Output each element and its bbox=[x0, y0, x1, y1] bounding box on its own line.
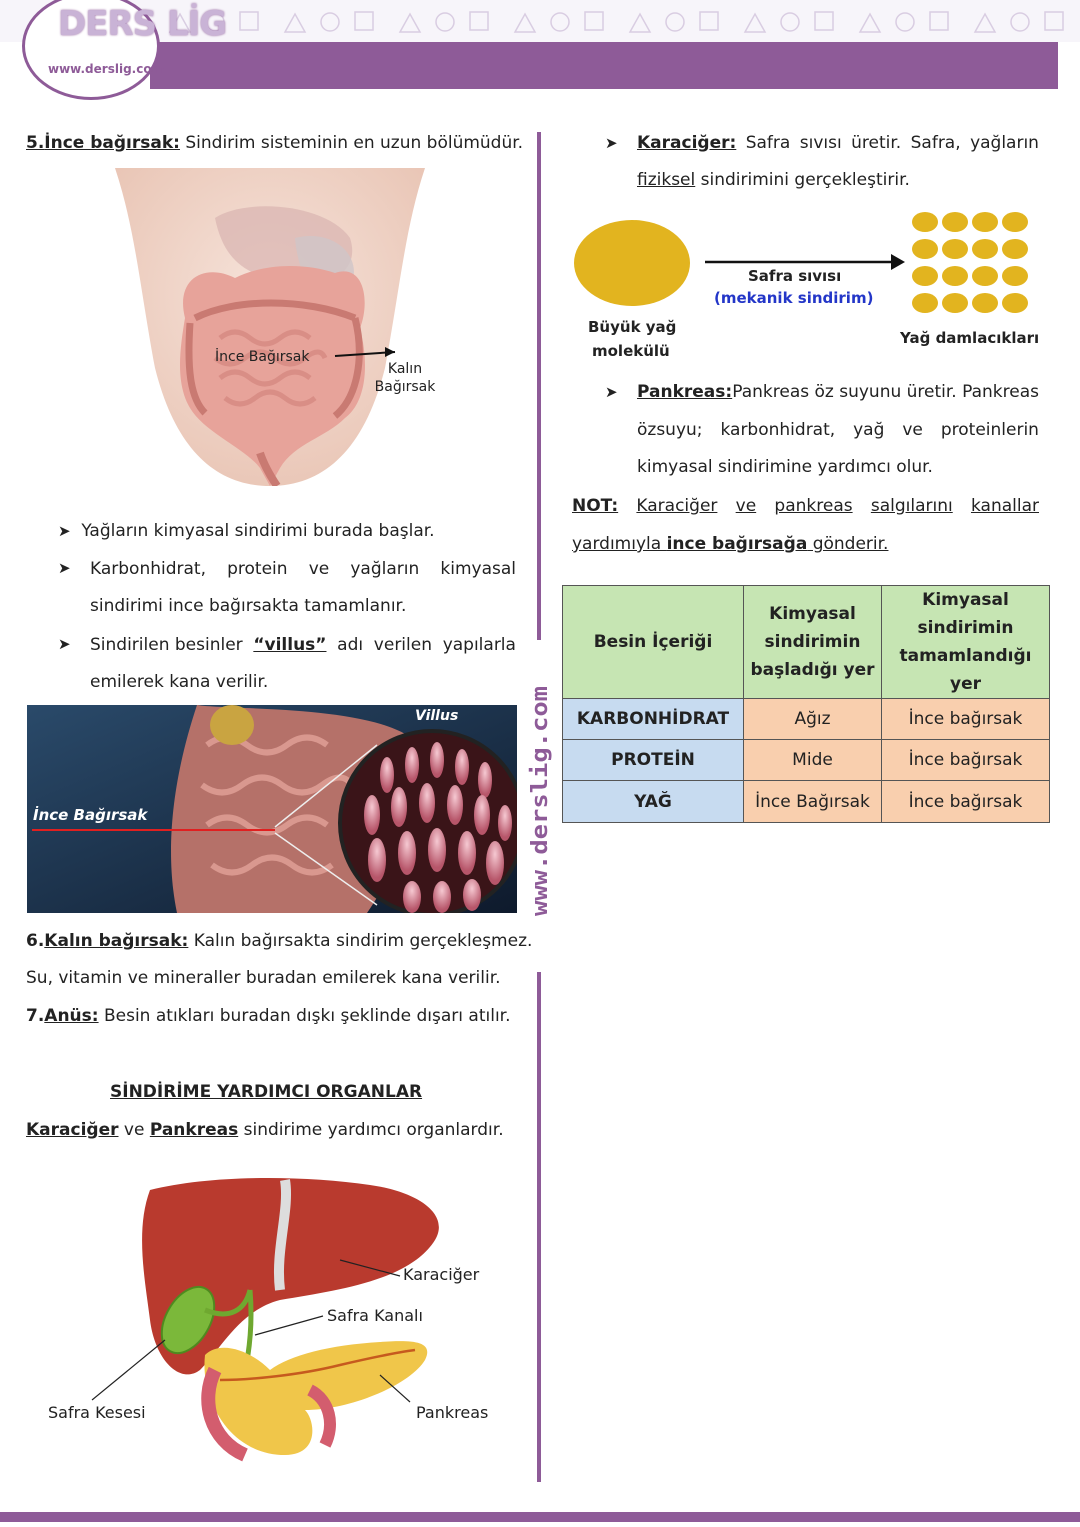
header-end: Kimyasal sindirimin tamamlandığı yer bbox=[882, 586, 1050, 699]
logo-url: www.derslig.com bbox=[48, 62, 165, 76]
bullet-fat-digestion: ➤ Yağların kimyasal sindirimi burada başlar. bbox=[58, 521, 435, 541]
table-row: PROTEİN Mide İnce bağırsak bbox=[563, 740, 1050, 781]
column-divider-bottom bbox=[537, 972, 541, 1482]
column-divider-top bbox=[537, 132, 541, 640]
pancreas-bullet-line3: kimyasal sindirimine yardımcı olur. bbox=[637, 457, 933, 477]
bile-arrow-label: Safra sıvısı bbox=[748, 267, 842, 285]
fig2-villus-label: Villus bbox=[415, 708, 459, 724]
doodle-pattern bbox=[160, 2, 1080, 42]
liver-pancreas-illustration bbox=[40, 1170, 510, 1470]
fig1-small-intestine-label: İnce Bağırsak bbox=[215, 349, 310, 365]
fat-molecule-shape bbox=[574, 220, 690, 306]
bullet-arrow-icon: ➤ bbox=[58, 522, 71, 540]
big-fat-label-line2: molekülü bbox=[592, 342, 670, 360]
bullet-digestion-complete-line2: sindirimi ince bağırsakta tamamlanır. bbox=[90, 596, 407, 616]
large-intestine-line2: Su, vitamin ve mineraller buradan emilerek kana verilir. bbox=[26, 968, 501, 988]
fig3-bile-duct-label: Safra Kanalı bbox=[327, 1306, 423, 1325]
anus-line: 7.Anüs: Besin atıkları buradan dışkı şeklinde dışarı atılır. bbox=[26, 1006, 511, 1026]
digestion-table bbox=[562, 585, 1050, 823]
note-line1: NOT: Karaciğer ve pankreas salgılarını kanallar bbox=[572, 496, 1039, 516]
note-line2: yardımıyla ince bağırsağa gönderir. bbox=[572, 534, 889, 554]
svg-text:www.derslig.com: www.derslig.com bbox=[528, 717, 553, 916]
small-intestine-heading: 5.İnce bağırsak: Sindirim sisteminin en uzun bölümüdür. bbox=[26, 133, 524, 153]
bullet-arrow-icon: ➤ bbox=[58, 635, 71, 653]
fig1-large-intestine-label: Kalın Bağırsak bbox=[374, 361, 436, 395]
liver-bullet-line2: fiziksel sindirimini gerçekleştirir. bbox=[637, 170, 910, 190]
bile-arrow-sublabel: (mekanik sindirim) bbox=[714, 289, 874, 307]
watermark-text bbox=[520, 682, 560, 918]
table-row: KARBONHİDRAT Ağız İnce bağırsak bbox=[563, 699, 1050, 740]
fig3-liver-label: Karaciğer bbox=[403, 1265, 480, 1284]
bullet-arrow-icon: ➤ bbox=[58, 559, 71, 577]
fat-droplets bbox=[912, 212, 1028, 313]
bullet-villus-line2: emilerek kana verilir. bbox=[90, 672, 269, 692]
table-header-row bbox=[563, 586, 1050, 699]
fig2-small-intestine-label: İnce Bağırsak bbox=[33, 806, 148, 824]
bullet-arrow-icon: ➤ bbox=[605, 134, 618, 152]
helper-organs-heading: SİNDİRİME YARDIMCI ORGANLAR bbox=[110, 1082, 423, 1102]
fig3-pancreas-label: Pankreas bbox=[416, 1403, 489, 1422]
large-intestine-heading: 6.Kalın bağırsak: Kalın bağırsakta sindirim gerçekleşmez. bbox=[26, 931, 533, 951]
header-start: Kimyasal sindirimin başladığı yer bbox=[744, 586, 882, 699]
bullet-arrow-icon: ➤ bbox=[605, 383, 618, 401]
pancreas-bullet-line2: özsuyu; karbonhidrat, yağ ve proteinlerin bbox=[637, 420, 1039, 440]
header-nutrient: Besin İçeriği bbox=[563, 586, 744, 699]
table-row: YAĞ İnce Bağırsak İnce bağırsak bbox=[563, 781, 1050, 823]
arrow-icon bbox=[891, 254, 905, 270]
helper-organs-line: Karaciğer ve Pankreas sindirime yardımcı organlardır. bbox=[26, 1120, 504, 1140]
big-fat-label-line1: Büyük yağ bbox=[588, 318, 677, 336]
intestine-illustration bbox=[95, 168, 445, 486]
fig3-gallbladder-label: Safra Kesesi bbox=[48, 1403, 146, 1422]
droplets-label: Yağ damlacıkları bbox=[900, 329, 1040, 347]
footer-bar bbox=[0, 1512, 1080, 1522]
header-bar bbox=[150, 42, 1058, 89]
logo-text: DERS LİG bbox=[58, 4, 227, 44]
